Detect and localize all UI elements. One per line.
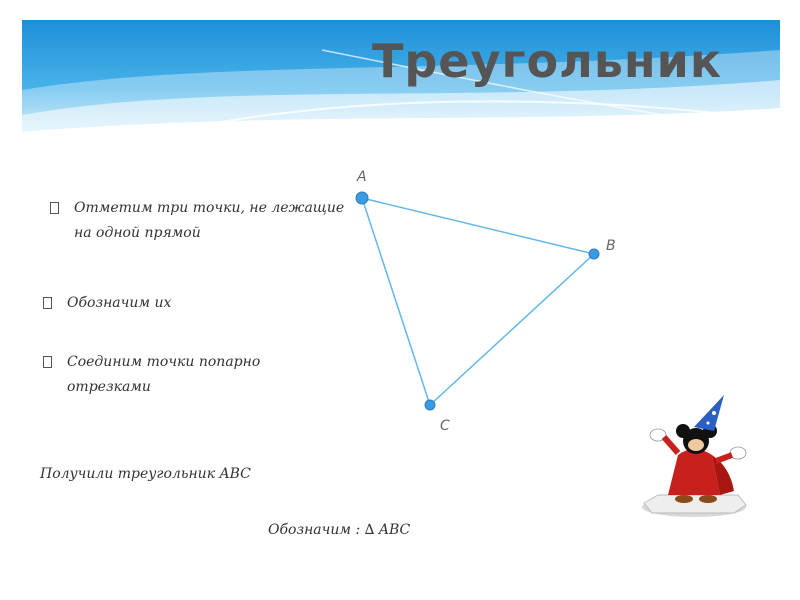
side-bc bbox=[430, 254, 594, 405]
side-ca bbox=[362, 198, 430, 405]
bullet-3-line1: Соединим точки попарно bbox=[67, 354, 261, 370]
bullet-2-line1: Обозначим их bbox=[67, 295, 172, 311]
point-c bbox=[425, 400, 435, 410]
vertex-label-c: C bbox=[440, 418, 450, 434]
notation-text: Обозначим : ∆ ABC bbox=[268, 522, 411, 538]
vertex-label-b: B bbox=[606, 238, 616, 254]
bullet-1-line1: Отметим три точки, не лежащие bbox=[74, 200, 345, 216]
point-b bbox=[589, 249, 599, 259]
wizard-mascot-icon bbox=[638, 395, 750, 525]
slide-title: Треугольник bbox=[372, 34, 723, 88]
bullet-1-line2: на одной прямой bbox=[74, 225, 201, 241]
result-text: Получили треугольник ABC bbox=[40, 466, 251, 482]
bullet-3-line2: отрезками bbox=[67, 379, 151, 395]
point-a bbox=[356, 192, 368, 204]
side-ab bbox=[362, 198, 594, 254]
vertex-label-a: A bbox=[357, 169, 367, 185]
